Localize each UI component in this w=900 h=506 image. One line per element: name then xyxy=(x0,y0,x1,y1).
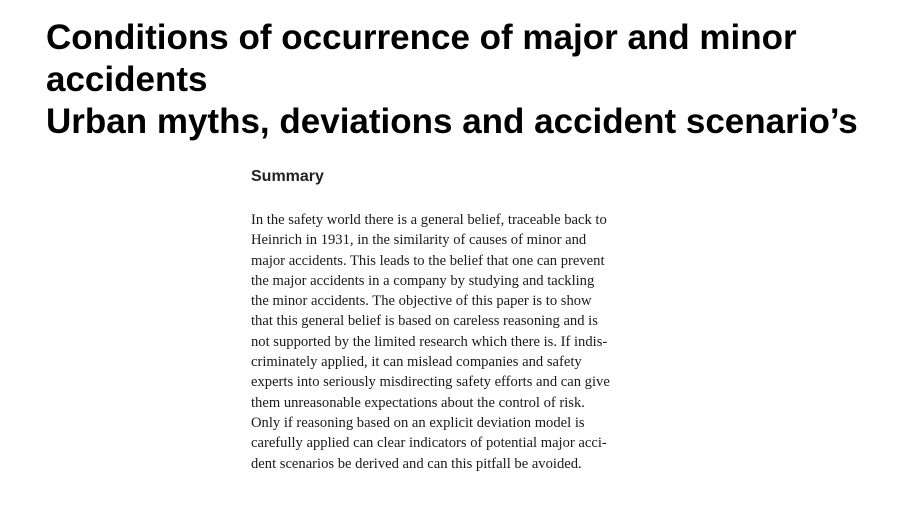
summary-line: carefully applied can clear indicators of potential major acci- xyxy=(251,435,607,452)
summary-line: Heinrich in 1931, in the similarity of causes of minor and xyxy=(251,232,587,249)
summary-line: major accidents. This leads to the belief that one can prevent xyxy=(251,252,605,269)
slide-title xyxy=(46,17,886,143)
summary-line: Only if reasoning based on an explicit deviation model is xyxy=(251,414,585,431)
title-line-1: Conditions of occurrence of major and minor xyxy=(46,18,797,57)
summary-line: them unreasonable expectations about the control of risk. xyxy=(251,394,585,411)
summary-line: the minor accidents. The objective of this paper is to show xyxy=(251,293,592,310)
summary-line: experts into seriously misdirecting safety efforts and can give xyxy=(251,374,610,391)
summary-line: In the safety world there is a general belief, traceable back to xyxy=(251,212,607,228)
summary-heading: Summary xyxy=(251,168,324,185)
summary-line: that this general belief is based on careless reasoning and is xyxy=(251,313,598,330)
summary-line: criminately applied, it can mislead companies and safety xyxy=(251,354,582,371)
summary-line: the major accidents in a company by studying and tackling xyxy=(251,272,595,289)
summary-line: not supported by the limited research which there is. If indis- xyxy=(251,333,608,350)
summary-paragraph xyxy=(251,210,651,474)
summary-line: dent scenarios be derived and can this pitfall be avoided. xyxy=(251,455,582,472)
title-line-2: accidents xyxy=(46,60,208,99)
title-line-3: Urban myths, deviations and accident scenario’s xyxy=(46,102,858,141)
